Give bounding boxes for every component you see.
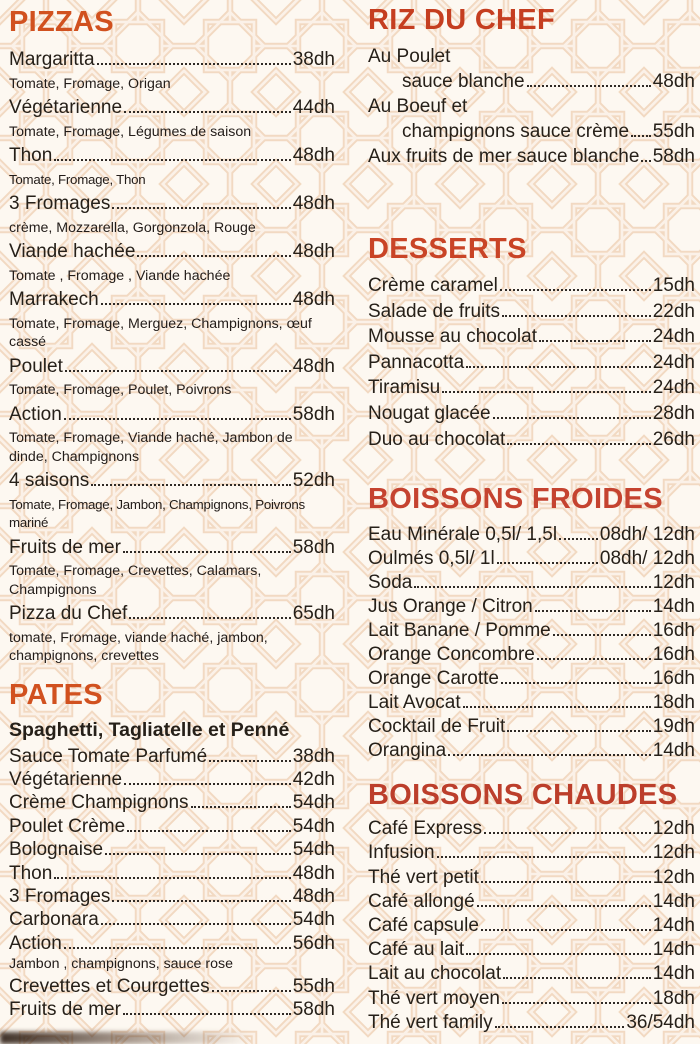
item-price: 58dh <box>292 999 335 1021</box>
item-price: 19dh <box>652 716 695 738</box>
section-froides <box>368 483 695 763</box>
dot-leader <box>631 135 651 137</box>
item-price: 08dh/ 12dh <box>599 524 695 546</box>
dot-leader <box>123 551 291 553</box>
menu-item <box>9 908 335 931</box>
menu-item <box>9 94 335 123</box>
menu-item <box>9 142 335 171</box>
dot-leader <box>127 830 291 832</box>
item-price: 16dh <box>652 668 695 690</box>
item-price: 22dh <box>652 300 695 322</box>
menu-item <box>368 324 695 350</box>
item-name: Oulmés 0,5l/ 1l <box>368 548 495 570</box>
menu-item <box>368 595 695 619</box>
dot-leader <box>481 929 651 931</box>
item-name: Aux fruits de mer sauce blanche <box>368 146 640 167</box>
item-price: 48dh <box>292 193 335 214</box>
dot-leader <box>64 418 291 420</box>
dot-leader <box>129 617 290 619</box>
dot-leader <box>537 658 651 660</box>
menu-item <box>9 238 335 267</box>
item-price: 15dh <box>652 275 695 296</box>
item-name: Viande hachée <box>9 241 136 262</box>
item-price: 65dh <box>292 603 335 624</box>
item-price: 54dh <box>292 909 335 931</box>
menu-item <box>368 44 695 69</box>
item-price: 48dh <box>292 885 335 907</box>
item-name: Thé vert moyen <box>368 987 500 1009</box>
item-description: Tomate, Fromage, Viande haché, Jambon de dinde, Champignons <box>9 430 293 465</box>
menu-item <box>9 862 335 885</box>
item-name: Lait au chocolat <box>368 963 502 985</box>
item-name: Thé vert family <box>368 1011 493 1033</box>
dot-leader <box>101 303 291 305</box>
dot-leader <box>137 255 290 257</box>
item-name: Salade de fruits <box>368 300 501 322</box>
item-price: 28dh <box>652 402 695 424</box>
item-name: Crevettes et Courgettes <box>9 975 210 997</box>
menu-item <box>368 571 695 595</box>
item-name: Jus Orange / Citron <box>368 596 533 618</box>
menu-item <box>9 745 335 768</box>
item-name: Marrakech <box>9 289 99 310</box>
item-price: 54dh <box>292 815 335 837</box>
dot-leader <box>501 682 651 684</box>
item-price: 48dh <box>652 71 695 92</box>
menu-item <box>368 273 695 299</box>
menu-item <box>368 427 695 453</box>
item-name: Poulet Crème <box>9 815 126 837</box>
dot-leader <box>502 1002 651 1004</box>
item-name: sauce blanche <box>402 71 525 92</box>
menu-item <box>9 998 335 1021</box>
item-name: Thon <box>9 145 53 166</box>
item-name: Soda <box>368 572 413 594</box>
dot-leader <box>497 562 598 564</box>
dot-leader <box>535 610 651 612</box>
item-name: Mousse au chocolat <box>368 326 537 348</box>
menu-item <box>368 691 695 715</box>
item-name: Végétarienne <box>9 768 123 790</box>
menu-item <box>9 791 335 814</box>
menu-item <box>9 46 335 75</box>
menu-item <box>9 885 335 908</box>
menu-item <box>9 286 335 315</box>
menu-item <box>368 817 695 841</box>
item-price: 38dh <box>292 49 335 70</box>
menu-item <box>9 815 335 838</box>
dot-leader <box>463 706 651 708</box>
menu-item <box>9 768 335 791</box>
item-price: 52dh <box>292 470 335 491</box>
item-name: Pizza du Chef <box>9 603 128 624</box>
section-riz <box>368 4 695 169</box>
item-name: Orange Concombre <box>368 644 535 666</box>
item-name: Eau Minérale 0,5l/ 1,5l <box>368 524 558 546</box>
item-name: Tiramisu <box>368 377 441 399</box>
item-name: Café Express <box>368 818 483 840</box>
item-name: Végétarienne <box>9 97 123 118</box>
dot-leader <box>493 417 651 419</box>
dot-leader <box>112 900 290 902</box>
item-price: 54dh <box>292 839 335 861</box>
menu-column-right <box>368 4 695 1035</box>
item-name: Nougat glacée <box>368 402 491 424</box>
item-name: Orange Carotte <box>368 668 499 690</box>
item-description: Tomate, Fromage, Merguez, Champignons, œuf cassé <box>9 315 312 350</box>
item-name: Poulet <box>9 355 63 377</box>
item-name: Pannacotta <box>368 351 465 373</box>
dot-leader <box>484 832 651 834</box>
item-name: Cocktail de Fruit <box>368 716 506 738</box>
item-price: 54dh <box>292 792 335 814</box>
dot-leader <box>466 953 651 955</box>
dot-leader <box>124 111 291 113</box>
menu-item <box>368 643 695 667</box>
menu-item <box>9 467 335 496</box>
dot-leader <box>466 366 651 368</box>
section-title-pates: PATES <box>9 678 103 711</box>
section-pates <box>9 679 335 1022</box>
menu-item <box>368 715 695 739</box>
item-price: 58dh <box>292 403 335 425</box>
dot-leader <box>105 853 291 855</box>
dot-leader <box>91 484 290 486</box>
item-description: Tomate , Fromage , Viande hachée <box>9 267 231 284</box>
item-price: 08dh/ 12dh <box>599 548 695 570</box>
menu-item <box>368 401 695 427</box>
item-description: Tomate, Fromage, Poulet, Poivrons <box>9 382 232 398</box>
item-name: Fruits de mer <box>9 999 121 1021</box>
section-pizzas <box>9 6 335 666</box>
item-name: Au Poulet <box>368 46 451 67</box>
item-name: Lait Banane / Pomme <box>368 620 551 642</box>
menu-item <box>368 841 695 865</box>
dot-leader <box>54 877 290 879</box>
item-price: 42dh <box>292 768 335 790</box>
item-name: Orangina <box>368 740 447 762</box>
item-price: 48dh <box>292 355 335 377</box>
menu-item <box>368 987 695 1011</box>
item-name: Bolognaise <box>9 839 104 861</box>
menu-item <box>368 1011 695 1035</box>
item-price: 14dh <box>652 914 695 936</box>
dot-leader <box>112 207 290 209</box>
section-title-froides: BOISSONS FROIDES <box>368 483 663 516</box>
item-price: 26dh <box>652 428 695 450</box>
menu-item <box>9 975 335 998</box>
item-price: 24dh <box>652 377 695 399</box>
dot-leader <box>442 391 651 393</box>
menu-item <box>368 144 695 169</box>
item-name: Lait Avocat <box>368 692 461 714</box>
item-name: Margaritta <box>9 49 95 70</box>
item-description: Tomate, Fromage, Crevettes, Calamars, Champignons <box>9 563 262 598</box>
item-price: 12dh <box>652 818 695 840</box>
section-title-desserts: DESSERTS <box>368 233 527 265</box>
menu-item <box>368 914 695 938</box>
dot-leader <box>97 63 291 65</box>
item-price: 16dh <box>652 620 695 642</box>
dot-leader <box>448 754 651 756</box>
item-price: 48dh <box>292 862 335 884</box>
menu-item <box>368 866 695 890</box>
section-subtitle: Spaghetti, Tagliatelle et Penné <box>9 718 290 741</box>
menu-item <box>368 69 695 94</box>
menu-item <box>368 619 695 643</box>
scan-shadow-artifact <box>0 1032 280 1044</box>
menu-item <box>368 890 695 914</box>
dot-leader <box>477 905 651 907</box>
menu-item <box>368 962 695 986</box>
dot-leader <box>503 977 651 979</box>
dot-leader <box>101 923 291 925</box>
menu-item <box>368 547 695 571</box>
item-name: Thé vert petit <box>368 866 479 888</box>
item-price: 14dh <box>652 939 695 961</box>
item-name: 3 Fromages <box>9 885 111 907</box>
item-price: 48dh <box>292 241 335 262</box>
section-title-pizzas: PIZZAS <box>9 6 114 38</box>
menu-item <box>368 94 695 119</box>
dot-leader <box>553 634 651 636</box>
item-description: Tomate, Fromage, Thon <box>9 171 146 187</box>
dot-leader <box>191 806 291 808</box>
item-price: 18dh <box>652 692 695 714</box>
item-name: Crème caramel <box>368 275 498 296</box>
dot-leader <box>500 289 651 291</box>
item-description: Jambon , champignons, sauce rose <box>9 956 233 973</box>
dot-leader <box>481 881 651 883</box>
item-name: 3 Fromages <box>9 193 111 214</box>
dot-leader <box>527 85 651 87</box>
section-title-chaudes: BOISSONS CHAUDES <box>368 779 678 812</box>
dot-leader <box>495 1026 625 1028</box>
menu-item <box>9 534 335 563</box>
section-chaudes <box>368 779 695 1035</box>
item-price: 12dh <box>652 866 695 888</box>
menu-item <box>9 932 335 955</box>
menu-item <box>9 353 335 382</box>
dot-leader <box>559 538 598 540</box>
dot-leader <box>507 443 650 445</box>
item-description: Tomate, Fromage, Jambon, Champignons, Poivrons mariné <box>9 496 305 530</box>
dot-leader <box>502 315 651 317</box>
item-price: 55dh <box>652 121 695 142</box>
dot-leader <box>54 159 290 161</box>
dot-leader <box>212 990 291 992</box>
item-name: 4 saisons <box>9 470 90 491</box>
item-name: Café allongé <box>368 890 475 912</box>
menu-item <box>368 119 695 144</box>
menu-item <box>9 190 335 219</box>
item-price: 48dh <box>292 289 335 310</box>
dot-leader <box>641 160 650 162</box>
item-price: 58dh <box>652 146 695 167</box>
menu-item <box>368 299 695 325</box>
dot-leader <box>507 730 650 732</box>
item-price: 14dh <box>652 740 695 762</box>
menu-item <box>368 739 695 763</box>
section-desserts <box>368 233 695 452</box>
item-name: Duo au chocolat <box>368 428 506 450</box>
item-price: 24dh <box>652 351 695 373</box>
item-price: 18dh <box>652 987 695 1009</box>
menu-item <box>9 838 335 861</box>
menu-item <box>9 600 335 629</box>
item-description: crème, Mozzarella, Gorgonzola, Rouge <box>9 219 256 236</box>
item-price: 14dh <box>652 890 695 912</box>
item-description: tomate, Fromage, viande haché, jambon, champignons, crevettes <box>9 629 268 664</box>
menu-column-left <box>9 6 335 1021</box>
item-price: 48dh <box>292 145 335 166</box>
menu-item <box>368 350 695 376</box>
item-name: Crème Champignons <box>9 792 189 814</box>
dot-leader <box>437 856 651 858</box>
item-description: Tomate, Fromage, Origan <box>9 75 171 92</box>
menu-item <box>9 401 335 430</box>
item-price: 56dh <box>292 932 335 954</box>
dot-leader <box>64 947 291 949</box>
item-name: Sauce Tomate Parfumé <box>9 745 208 767</box>
section-title-riz: RIZ DU CHEF <box>368 4 555 36</box>
item-name: Au Boeuf et <box>368 96 468 117</box>
menu-item <box>368 523 695 547</box>
item-name: Café capsule <box>368 914 479 936</box>
item-price: 24dh <box>652 326 695 348</box>
dot-leader <box>124 783 291 785</box>
item-name: Infusion <box>368 842 435 864</box>
dot-leader <box>65 370 291 372</box>
menu-item <box>368 667 695 691</box>
menu-item <box>368 938 695 962</box>
dot-leader <box>414 586 650 588</box>
item-name: Fruits de mer <box>9 536 121 558</box>
item-price: 16dh <box>652 644 695 666</box>
item-price: 58dh <box>292 536 335 558</box>
item-price: 12dh <box>652 572 695 594</box>
item-name: Action <box>9 932 62 954</box>
item-name: Café au lait <box>368 939 465 961</box>
item-description: Tomate, Fromage, Légumes de saison <box>9 123 252 140</box>
item-price: 44dh <box>292 97 335 118</box>
dot-leader <box>123 1013 291 1015</box>
item-price: 14dh <box>652 596 695 618</box>
item-price: 14dh <box>652 963 695 985</box>
item-name: champignons sauce crème <box>402 121 630 142</box>
item-price: 12dh <box>652 842 695 864</box>
dot-leader <box>539 340 651 342</box>
item-price: 55dh <box>292 975 335 997</box>
item-name: Action <box>9 403 62 425</box>
dot-leader <box>209 760 291 762</box>
item-name: Carbonara <box>9 909 99 931</box>
item-price: 38dh <box>292 745 335 767</box>
item-name: Thon <box>9 862 53 884</box>
menu-item <box>368 375 695 401</box>
item-price: 36/54dh <box>626 1011 695 1033</box>
